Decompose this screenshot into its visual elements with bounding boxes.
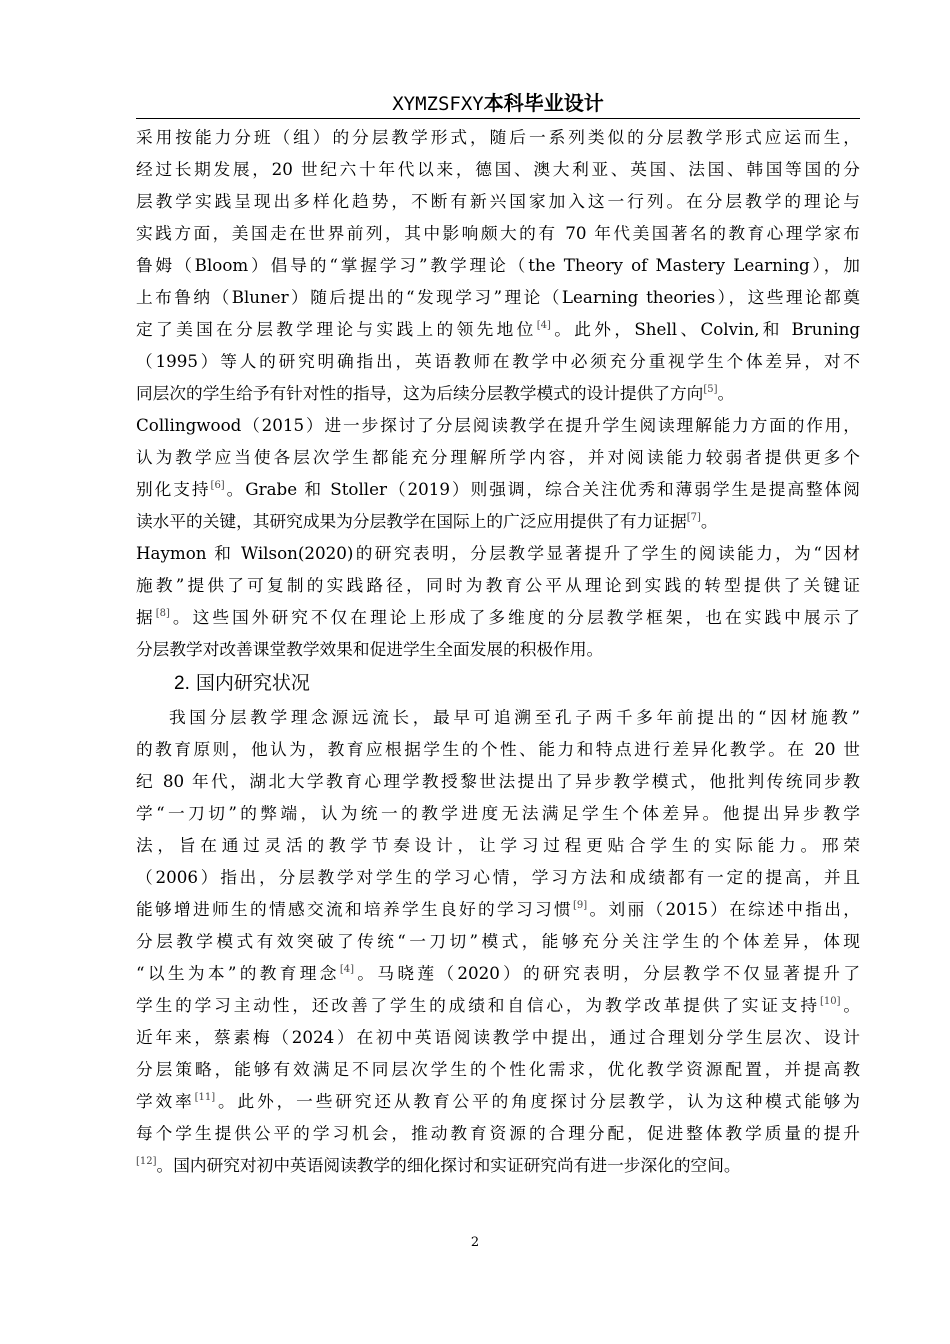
citation-ref: [6]: [210, 480, 225, 491]
text-line: [136, 989, 860, 1021]
text-line: （2006）指出，分层教学对学生的学习心情，学习方法和成绩都有一定的提高，并且: [136, 867, 860, 887]
text-segment: 定了美国在分层教学理论与实践上的领先地位: [136, 319, 537, 339]
text-segment: 。国内研究对初中英语阅读教学的细化探讨和实证研究尚有进一步深化的空间。: [156, 1155, 741, 1175]
text-line: 纪 80 年代，湖北大学教育心理学教授黎世法提出了异步教学模式，他批判传统同步教: [136, 771, 860, 791]
text-segment: 学生的学习主动性，还改善了学生的成绩和自信心，为教学改革提供了实证支持: [136, 995, 820, 1015]
text-line: [136, 473, 860, 505]
text-line: 经过长期发展，20 世纪六十年代以来，德国、澳大利亚、英国、法国、韩国等国的分: [136, 159, 860, 179]
text-segment: 。此外，Shell、Colvin,和 Bruning: [550, 319, 860, 339]
text-line: 学“一刀切”的弊端，认为统一的教学进度无法满足学生个体差异。他提出异步教学: [136, 803, 860, 823]
text-line: 分层策略，能够有效满足不同层次学生的个性化需求，优化教学资源配置，并提高教: [136, 1059, 860, 1079]
text-segment: 据: [136, 607, 156, 627]
citation-ref: [11]: [194, 1092, 216, 1103]
text-line: [136, 893, 860, 925]
text-segment: 。刘丽（2015）在综述中指出，: [587, 899, 860, 919]
citation-ref: [5]: [703, 384, 718, 395]
text-segment: “以生为本”的教育理念: [136, 963, 340, 983]
text-line: 层教学实践呈现出多样化趋势，不断有新兴国家加入这一行列。在分层教学的理论与: [136, 191, 860, 211]
citation-ref: [9]: [573, 900, 588, 911]
text-segment: 。此外，一些研究还从教育公平的角度探讨分层教学，认为这种模式能够为: [215, 1091, 860, 1111]
text-segment: 读水平的关键，其研究成果为分层教学在国际上的广泛应用提供了有力证据: [136, 511, 687, 531]
text-line: 我国分层教学理念源远流长，最早可追溯至孔子两千多年前提出的“因材施教”: [169, 707, 860, 727]
text-segment: 。: [717, 383, 735, 403]
text-line: 上布鲁纳（Bluner）随后提出的“发现学习”理论（Learning theories），这些理论都奠: [136, 287, 860, 307]
paragraph-domestic-research: [136, 701, 860, 1181]
document-body: [136, 121, 860, 1181]
header-school-code: XYMZSFXY: [392, 93, 484, 115]
text-line: 认为教学应当使各层次学生都能充分理解所学内容，并对阅读能力较弱者提供更多个: [136, 447, 860, 467]
text-line: [136, 377, 860, 409]
header-title: 本科毕业设计: [483, 91, 604, 115]
text-line: 实践方面，美国走在世界前列，其中影响颇大的有 70 年代美国著名的教育心理学家布: [136, 223, 860, 243]
text-segment: 能够增进师生的情感交流和培养学生良好的学习习惯: [136, 899, 574, 919]
text-line: 分层教学对改善课堂教学效果和促进学生全面发展的积极作用。: [136, 639, 604, 659]
page-number: 2: [470, 1235, 480, 1250]
text-segment: 别化支持: [136, 479, 211, 499]
text-line: 施教”提供了可复制的实践路径，同时为教育公平从理论到实践的转型提供了关键证: [136, 575, 860, 595]
text-line: [136, 957, 860, 989]
text-line: [136, 601, 860, 633]
citation-ref: [4]: [536, 320, 551, 331]
page-header: [136, 88, 860, 119]
text-line: [136, 505, 860, 537]
text-segment: 。: [700, 511, 718, 531]
text-line: 分层教学模式有效突破了传统“一刀切”模式，能够充分关注学生的个体差异，体现: [136, 931, 860, 951]
text-segment: 学效率: [136, 1091, 195, 1111]
text-line: （1995）等人的研究明确指出，英语教师在教学中必须充分重视学生个体差异，对不: [136, 351, 860, 371]
citation-ref: [10]: [819, 996, 841, 1007]
text-line: [136, 313, 860, 345]
text-line: 每个学生提供公平的学习机会，推动教育资源的合理分配，促进整体教学质量的提升: [136, 1123, 860, 1143]
section-number: 2.: [174, 673, 190, 694]
text-segment: 。Grabe 和 Stoller（2019）则强调，综合关注优秀和薄弱学生是提高整体阅: [224, 479, 860, 499]
text-line: [136, 1085, 860, 1117]
text-line: 的教育原则，他认为，教育应根据学生的个性、能力和特点进行差异化教学。在 20 世: [136, 739, 860, 759]
text-line: [136, 1149, 860, 1181]
text-segment: 。: [840, 995, 860, 1015]
text-segment: 同层次的学生给予有针对性的指导，这为后续分层教学模式的设计提供了方向: [136, 383, 704, 403]
citation-ref: [8]: [155, 608, 170, 619]
citation-ref: [12]: [136, 1156, 157, 1167]
text-segment: 。马晓莲（2020）的研究表明，分层教学不仅显著提升了: [353, 963, 860, 983]
section-heading: [136, 665, 860, 701]
paragraph-foreign-research: [136, 121, 860, 665]
text-line: 鲁姆（Bloom）倡导的“掌握学习”教学理论（the Theory of Mastery Learning），加: [136, 255, 860, 275]
text-segment: 。这些国外研究不仅在理论上形成了多维度的分层教学框架，也在实践中展示了: [169, 607, 860, 627]
text-line: 法，旨在通过灵活的教学节奏设计，让学习过程更贴合学生的实际能力。邢荣: [136, 835, 860, 855]
citation-ref: [4]: [339, 964, 354, 975]
text-line: 近年来，蔡素梅（2024）在初中英语阅读教学中提出，通过合理划分学生层次、设计: [136, 1027, 860, 1047]
section-title: 国内研究状况: [195, 672, 310, 694]
citation-ref: [7]: [686, 512, 701, 523]
text-line: Collingwood（2015）进一步探讨了分层阅读教学在提升学生阅读理解能力方面的作用，: [136, 415, 860, 435]
text-line: 采用按能力分班（组）的分层教学形式，随后一系列类似的分层教学形式应运而生，: [136, 127, 860, 147]
text-line: Haymon 和 Wilson(2020)的研究表明，分层教学显著提升了学生的阅读能力，为“因材: [136, 543, 860, 563]
